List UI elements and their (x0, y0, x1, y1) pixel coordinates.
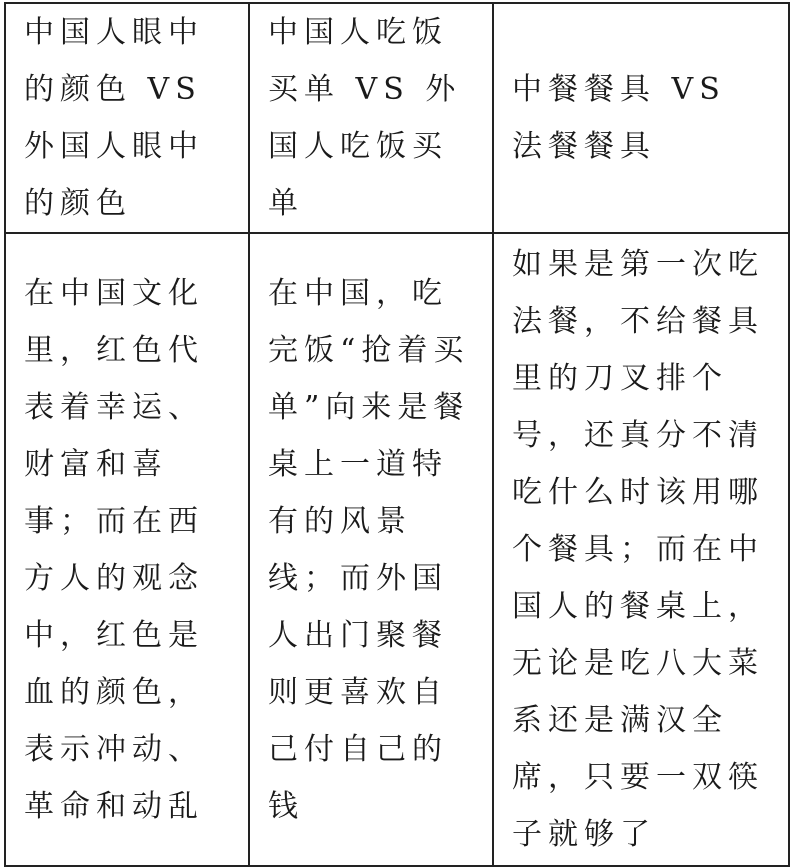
header-cell-tableware: 中餐餐具 VS 法餐餐具 (493, 3, 789, 233)
header-cell-paying-bill: 中国人吃饭买单 VS 外国人吃饭买单 (249, 3, 493, 233)
header-cell-colors: 中国人眼中的颜色 VS 外国人眼中的颜色 (5, 3, 249, 233)
cell-colors-text: 在中国文化里，红色代表着幸运、财富和喜事；而在西方人的观念中，红色是血的颜色，表示冲动、革命和动乱 (5, 233, 249, 866)
cell-paying-bill-text: 在中国，吃完饭“抢着买单”向来是餐桌上一道特有的风景线；而外国人出门聚餐则更喜欢自己付自己的钱 (249, 233, 493, 866)
table-row (5, 233, 789, 866)
comparison-table (4, 2, 790, 867)
table-header-row (5, 3, 789, 233)
cell-tableware-text: 如果是第一次吃法餐，不给餐具里的刀叉排个号，还真分不清吃什么时该用哪个餐具；而在中国人的餐桌上，无论是吃八大菜系还是满汉全席，只要一双筷子就够了 (493, 233, 789, 866)
